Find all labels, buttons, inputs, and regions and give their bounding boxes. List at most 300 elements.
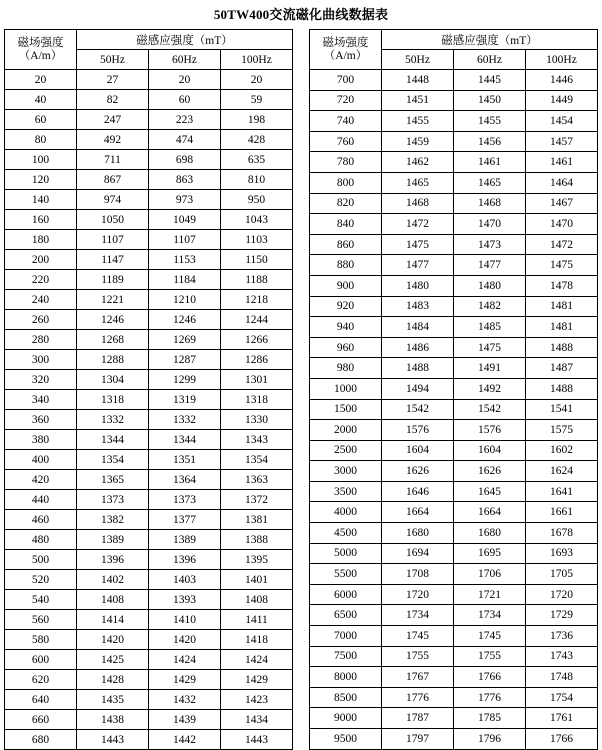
- cell-field-strength: 520: [5, 570, 77, 590]
- header-freq-60hz-right: 60Hz: [454, 50, 526, 70]
- header-freq-50hz-left: 50Hz: [77, 50, 149, 70]
- cell-flux-60hz: 1680: [454, 523, 526, 544]
- cell-field-strength: 640: [5, 690, 77, 710]
- cell-flux-60hz: 1377: [149, 510, 221, 530]
- cell-field-strength: 6000: [310, 584, 382, 605]
- cell-flux-100hz: 1446: [526, 70, 598, 91]
- table-row: [5, 150, 293, 170]
- cell-flux-50hz: 1414: [77, 610, 149, 630]
- cell-flux-100hz: 1330: [221, 410, 293, 430]
- cell-field-strength: 920: [310, 296, 382, 317]
- cell-flux-60hz: 1695: [454, 543, 526, 564]
- table-row: [5, 350, 293, 370]
- cell-flux-50hz: 1576: [382, 420, 454, 441]
- cell-flux-60hz: 1455: [454, 111, 526, 132]
- cell-flux-60hz: 1626: [454, 461, 526, 482]
- page-title: 50TW400交流磁化曲线数据表: [213, 7, 389, 22]
- cell-flux-100hz: 198: [221, 110, 293, 130]
- cell-flux-60hz: 1470: [454, 214, 526, 235]
- cell-flux-50hz: 1484: [382, 317, 454, 338]
- cell-field-strength: 400: [5, 450, 77, 470]
- cell-flux-60hz: 1461: [454, 152, 526, 173]
- cell-flux-60hz: 1492: [454, 378, 526, 399]
- cell-field-strength: 340: [5, 390, 77, 410]
- header-row-1-left: [5, 30, 293, 50]
- cell-field-strength: 360: [5, 410, 77, 430]
- cell-flux-50hz: 1373: [77, 490, 149, 510]
- cell-flux-50hz: 1465: [382, 172, 454, 193]
- header-field-strength-label-right: 磁场强度: [322, 36, 369, 49]
- cell-field-strength: 880: [310, 255, 382, 276]
- header-field-strength-left: [5, 30, 77, 70]
- cell-flux-60hz: 1439: [149, 710, 221, 730]
- header-row-1-right: [310, 30, 598, 50]
- cell-field-strength: 940: [310, 317, 382, 338]
- cell-flux-100hz: 1434: [221, 710, 293, 730]
- cell-field-strength: 300: [5, 350, 77, 370]
- table-row: [5, 610, 293, 630]
- table-row: [5, 290, 293, 310]
- cell-flux-60hz: 1766: [454, 667, 526, 688]
- cell-field-strength: 20: [5, 70, 77, 90]
- header-freq-100hz-left: 100Hz: [221, 50, 293, 70]
- cell-flux-60hz: 1645: [454, 481, 526, 502]
- table-row: [5, 370, 293, 390]
- cell-flux-50hz: 1246: [77, 310, 149, 330]
- cell-flux-100hz: 1743: [526, 646, 598, 667]
- cell-flux-60hz: 1210: [149, 290, 221, 310]
- cell-flux-100hz: 1381: [221, 510, 293, 530]
- cell-flux-50hz: 1402: [77, 570, 149, 590]
- cell-flux-100hz: 1418: [221, 630, 293, 650]
- cell-flux-60hz: 474: [149, 130, 221, 150]
- cell-flux-50hz: 1354: [77, 450, 149, 470]
- cell-flux-50hz: 1646: [382, 481, 454, 502]
- cell-flux-60hz: 1745: [454, 626, 526, 647]
- cell-flux-100hz: 1429: [221, 670, 293, 690]
- cell-flux-50hz: 867: [77, 170, 149, 190]
- table-row: [5, 670, 293, 690]
- cell-flux-100hz: 1150: [221, 250, 293, 270]
- header-flux-density-right: 磁感应强度（mT）: [382, 30, 598, 50]
- cell-field-strength: 200: [5, 250, 77, 270]
- cell-flux-60hz: 1734: [454, 605, 526, 626]
- cell-field-strength: 9000: [310, 708, 382, 729]
- table-row: [310, 708, 598, 729]
- cell-flux-60hz: 1482: [454, 296, 526, 317]
- cell-flux-60hz: 1477: [454, 255, 526, 276]
- cell-field-strength: 420: [5, 470, 77, 490]
- cell-flux-100hz: 1488: [526, 378, 598, 399]
- cell-flux-50hz: 1443: [77, 730, 149, 750]
- cell-flux-100hz: 1481: [526, 296, 598, 317]
- table-row: [5, 570, 293, 590]
- cell-field-strength: 8000: [310, 667, 382, 688]
- cell-flux-100hz: 1487: [526, 358, 598, 379]
- cell-flux-60hz: 1796: [454, 729, 526, 750]
- cell-field-strength: 320: [5, 370, 77, 390]
- cell-flux-50hz: 1189: [77, 270, 149, 290]
- table-row: [5, 470, 293, 490]
- cell-flux-50hz: 1468: [382, 193, 454, 214]
- cell-field-strength: 180: [5, 230, 77, 250]
- table-head-left: [5, 30, 293, 70]
- cell-flux-50hz: 1455: [382, 111, 454, 132]
- cell-field-strength: 9500: [310, 729, 382, 750]
- cell-flux-60hz: 1450: [454, 90, 526, 111]
- table-row: [310, 667, 598, 688]
- table-row: [5, 190, 293, 210]
- cell-flux-60hz: 1287: [149, 350, 221, 370]
- table-row: [5, 630, 293, 650]
- cell-flux-100hz: 1488: [526, 337, 598, 358]
- table-body-left: [5, 70, 293, 750]
- table-row: [310, 296, 598, 317]
- cell-field-strength: 800: [310, 172, 382, 193]
- cell-flux-50hz: 1480: [382, 275, 454, 296]
- cell-flux-50hz: 1734: [382, 605, 454, 626]
- cell-field-strength: 5000: [310, 543, 382, 564]
- cell-flux-100hz: 1286: [221, 350, 293, 370]
- cell-flux-50hz: 247: [77, 110, 149, 130]
- cell-field-strength: 560: [5, 610, 77, 630]
- table-row: [310, 399, 598, 420]
- cell-flux-50hz: 1477: [382, 255, 454, 276]
- cell-flux-60hz: 1184: [149, 270, 221, 290]
- cell-field-strength: 980: [310, 358, 382, 379]
- cell-field-strength: 440: [5, 490, 77, 510]
- table-row: [310, 502, 598, 523]
- table-row: [310, 90, 598, 111]
- cell-flux-100hz: 1470: [526, 214, 598, 235]
- cell-flux-100hz: 810: [221, 170, 293, 190]
- cell-flux-100hz: 1754: [526, 687, 598, 708]
- cell-flux-60hz: 1604: [454, 440, 526, 461]
- cell-flux-100hz: 1541: [526, 399, 598, 420]
- cell-flux-50hz: 1680: [382, 523, 454, 544]
- cell-flux-60hz: 1396: [149, 550, 221, 570]
- table-row: [310, 358, 598, 379]
- cell-field-strength: 4000: [310, 502, 382, 523]
- cell-field-strength: 700: [310, 70, 382, 91]
- table-row: [310, 543, 598, 564]
- header-field-strength-unit-right: （A/m）: [323, 49, 368, 62]
- cell-flux-50hz: 1147: [77, 250, 149, 270]
- cell-flux-60hz: 1049: [149, 210, 221, 230]
- table-row: [5, 390, 293, 410]
- cell-flux-100hz: 59: [221, 90, 293, 110]
- cell-flux-50hz: 1435: [77, 690, 149, 710]
- tables-container: [0, 29, 602, 750]
- table-row: [5, 430, 293, 450]
- table-row: [5, 530, 293, 550]
- table-row: [5, 130, 293, 150]
- cell-flux-50hz: 1694: [382, 543, 454, 564]
- table-row: [310, 214, 598, 235]
- cell-flux-100hz: 1464: [526, 172, 598, 193]
- cell-flux-100hz: 1602: [526, 440, 598, 461]
- table-row: [5, 650, 293, 670]
- cell-flux-100hz: 1475: [526, 255, 598, 276]
- cell-field-strength: 1500: [310, 399, 382, 420]
- cell-flux-100hz: 1354: [221, 450, 293, 470]
- cell-field-strength: 500: [5, 550, 77, 570]
- cell-flux-60hz: 20: [149, 70, 221, 90]
- cell-flux-50hz: 1708: [382, 564, 454, 585]
- cell-flux-100hz: 1318: [221, 390, 293, 410]
- table-row: [5, 110, 293, 130]
- header-flux-density-left: 磁感应强度（mT）: [77, 30, 293, 50]
- cell-flux-100hz: 1043: [221, 210, 293, 230]
- cell-flux-100hz: 1395: [221, 550, 293, 570]
- cell-field-strength: 480: [5, 530, 77, 550]
- table-row: [310, 523, 598, 544]
- table-row: [5, 490, 293, 510]
- cell-flux-100hz: 1103: [221, 230, 293, 250]
- cell-flux-50hz: 1745: [382, 626, 454, 647]
- header-freq-50hz-right: 50Hz: [382, 50, 454, 70]
- cell-flux-50hz: 1767: [382, 667, 454, 688]
- cell-flux-60hz: 1664: [454, 502, 526, 523]
- cell-flux-60hz: 1410: [149, 610, 221, 630]
- cell-field-strength: 5500: [310, 564, 382, 585]
- cell-flux-50hz: 1488: [382, 358, 454, 379]
- table-row: [5, 730, 293, 750]
- table-row: [5, 550, 293, 570]
- cell-flux-60hz: 1485: [454, 317, 526, 338]
- cell-flux-50hz: 1776: [382, 687, 454, 708]
- cell-field-strength: 620: [5, 670, 77, 690]
- cell-field-strength: 960: [310, 337, 382, 358]
- cell-field-strength: 4500: [310, 523, 382, 544]
- cell-flux-100hz: 1449: [526, 90, 598, 111]
- cell-flux-50hz: 1268: [77, 330, 149, 350]
- cell-flux-100hz: 1472: [526, 234, 598, 255]
- cell-field-strength: 7500: [310, 646, 382, 667]
- cell-flux-100hz: 1461: [526, 152, 598, 173]
- cell-flux-50hz: 1664: [382, 502, 454, 523]
- cell-flux-50hz: 1050: [77, 210, 149, 230]
- table-row: [5, 170, 293, 190]
- cell-flux-60hz: 1473: [454, 234, 526, 255]
- cell-flux-50hz: 1408: [77, 590, 149, 610]
- table-row: [310, 152, 598, 173]
- cell-field-strength: 2000: [310, 420, 382, 441]
- cell-flux-60hz: 863: [149, 170, 221, 190]
- header-freq-100hz-right: 100Hz: [526, 50, 598, 70]
- cell-field-strength: 40: [5, 90, 77, 110]
- cell-flux-60hz: 1107: [149, 230, 221, 250]
- cell-flux-60hz: 1373: [149, 490, 221, 510]
- cell-flux-50hz: 492: [77, 130, 149, 150]
- cell-flux-100hz: 950: [221, 190, 293, 210]
- cell-flux-60hz: 1442: [149, 730, 221, 750]
- cell-field-strength: 720: [310, 90, 382, 111]
- cell-field-strength: 860: [310, 234, 382, 255]
- cell-field-strength: 120: [5, 170, 77, 190]
- cell-field-strength: 660: [5, 710, 77, 730]
- cell-flux-50hz: 1221: [77, 290, 149, 310]
- table-row: [5, 590, 293, 610]
- table-row: [5, 310, 293, 330]
- cell-flux-50hz: 1448: [382, 70, 454, 91]
- cell-flux-60hz: 1364: [149, 470, 221, 490]
- cell-field-strength: 460: [5, 510, 77, 530]
- cell-field-strength: 8500: [310, 687, 382, 708]
- cell-flux-50hz: 1472: [382, 214, 454, 235]
- cell-flux-50hz: 1451: [382, 90, 454, 111]
- cell-flux-50hz: 1365: [77, 470, 149, 490]
- cell-flux-50hz: 1318: [77, 390, 149, 410]
- cell-flux-60hz: 1246: [149, 310, 221, 330]
- cell-flux-60hz: 1456: [454, 131, 526, 152]
- cell-flux-100hz: 1678: [526, 523, 598, 544]
- cell-flux-100hz: 1736: [526, 626, 598, 647]
- table-head-right: [310, 30, 598, 70]
- table-row: [310, 420, 598, 441]
- cell-flux-100hz: 1343: [221, 430, 293, 450]
- table-row: [5, 450, 293, 470]
- cell-flux-100hz: 1624: [526, 461, 598, 482]
- cell-flux-60hz: 1468: [454, 193, 526, 214]
- cell-flux-100hz: 1266: [221, 330, 293, 350]
- cell-flux-100hz: 1575: [526, 420, 598, 441]
- table-row: [310, 605, 598, 626]
- cell-flux-100hz: 1766: [526, 729, 598, 750]
- cell-flux-60hz: 1332: [149, 410, 221, 430]
- cell-flux-60hz: 1475: [454, 337, 526, 358]
- cell-field-strength: 240: [5, 290, 77, 310]
- cell-flux-50hz: 1420: [77, 630, 149, 650]
- table-row: [310, 461, 598, 482]
- cell-flux-50hz: 974: [77, 190, 149, 210]
- table-row: [310, 337, 598, 358]
- cell-flux-50hz: 1382: [77, 510, 149, 530]
- cell-field-strength: 1000: [310, 378, 382, 399]
- header-field-strength-right: [310, 30, 382, 70]
- cell-flux-50hz: 1389: [77, 530, 149, 550]
- cell-flux-100hz: 1467: [526, 193, 598, 214]
- cell-flux-100hz: 1748: [526, 667, 598, 688]
- cell-field-strength: 220: [5, 270, 77, 290]
- table-row: [310, 317, 598, 338]
- cell-flux-50hz: 1494: [382, 378, 454, 399]
- cell-flux-100hz: 1693: [526, 543, 598, 564]
- cell-field-strength: 60: [5, 110, 77, 130]
- cell-flux-100hz: 1457: [526, 131, 598, 152]
- cell-field-strength: 140: [5, 190, 77, 210]
- cell-flux-100hz: 20: [221, 70, 293, 90]
- cell-flux-50hz: 1288: [77, 350, 149, 370]
- table-row: [310, 626, 598, 647]
- header-freq-60hz-left: 60Hz: [149, 50, 221, 70]
- cell-field-strength: 260: [5, 310, 77, 330]
- table-row: [310, 111, 598, 132]
- cell-flux-60hz: 1420: [149, 630, 221, 650]
- cell-flux-100hz: 1388: [221, 530, 293, 550]
- cell-flux-60hz: 1403: [149, 570, 221, 590]
- cell-flux-100hz: 1372: [221, 490, 293, 510]
- table-row: [310, 234, 598, 255]
- cell-field-strength: 7000: [310, 626, 382, 647]
- header-field-strength-unit-left: （A/m）: [18, 49, 63, 62]
- table-row: [5, 410, 293, 430]
- cell-flux-60hz: 1755: [454, 646, 526, 667]
- cell-flux-50hz: 1542: [382, 399, 454, 420]
- cell-flux-60hz: 60: [149, 90, 221, 110]
- cell-flux-50hz: 82: [77, 90, 149, 110]
- cell-flux-100hz: 1720: [526, 584, 598, 605]
- table-row: [310, 687, 598, 708]
- table-row: [5, 690, 293, 710]
- cell-flux-50hz: 1626: [382, 461, 454, 482]
- cell-field-strength: 280: [5, 330, 77, 350]
- cell-flux-60hz: 1429: [149, 670, 221, 690]
- table-row: [5, 70, 293, 90]
- cell-flux-60hz: 1542: [454, 399, 526, 420]
- cell-flux-50hz: 1428: [77, 670, 149, 690]
- cell-flux-100hz: 1411: [221, 610, 293, 630]
- cell-flux-50hz: 1755: [382, 646, 454, 667]
- cell-flux-50hz: 1797: [382, 729, 454, 750]
- cell-field-strength: 380: [5, 430, 77, 450]
- cell-field-strength: 160: [5, 210, 77, 230]
- cell-flux-50hz: 1344: [77, 430, 149, 450]
- cell-flux-60hz: 1785: [454, 708, 526, 729]
- table-row: [310, 70, 598, 91]
- cell-flux-60hz: 1491: [454, 358, 526, 379]
- cell-flux-50hz: 1396: [77, 550, 149, 570]
- table-row: [5, 510, 293, 530]
- cell-field-strength: 680: [5, 730, 77, 750]
- cell-flux-100hz: 1408: [221, 590, 293, 610]
- cell-flux-60hz: 1393: [149, 590, 221, 610]
- cell-flux-60hz: 1424: [149, 650, 221, 670]
- table-row: [310, 564, 598, 585]
- cell-flux-50hz: 1304: [77, 370, 149, 390]
- cell-flux-60hz: 1465: [454, 172, 526, 193]
- cell-flux-60hz: 1153: [149, 250, 221, 270]
- cell-flux-50hz: 1720: [382, 584, 454, 605]
- cell-flux-50hz: 1332: [77, 410, 149, 430]
- cell-field-strength: 740: [310, 111, 382, 132]
- cell-field-strength: 840: [310, 214, 382, 235]
- cell-flux-60hz: 1319: [149, 390, 221, 410]
- cell-field-strength: 3500: [310, 481, 382, 502]
- table-row: [310, 481, 598, 502]
- cell-flux-100hz: 1705: [526, 564, 598, 585]
- cell-flux-100hz: 428: [221, 130, 293, 150]
- cell-flux-60hz: 1389: [149, 530, 221, 550]
- cell-flux-100hz: 1301: [221, 370, 293, 390]
- magnetization-table-left: [4, 29, 293, 750]
- table-row: [310, 729, 598, 750]
- cell-flux-60hz: 1480: [454, 275, 526, 296]
- cell-flux-60hz: 1344: [149, 430, 221, 450]
- table-row: [310, 131, 598, 152]
- cell-field-strength: 760: [310, 131, 382, 152]
- cell-flux-100hz: 1454: [526, 111, 598, 132]
- cell-flux-100hz: 1481: [526, 317, 598, 338]
- cell-flux-100hz: 1188: [221, 270, 293, 290]
- cell-flux-100hz: 1443: [221, 730, 293, 750]
- cell-flux-100hz: 635: [221, 150, 293, 170]
- cell-field-strength: 900: [310, 275, 382, 296]
- cell-flux-50hz: 1462: [382, 152, 454, 173]
- table-row: [310, 172, 598, 193]
- table-row: [5, 210, 293, 230]
- cell-flux-60hz: 1706: [454, 564, 526, 585]
